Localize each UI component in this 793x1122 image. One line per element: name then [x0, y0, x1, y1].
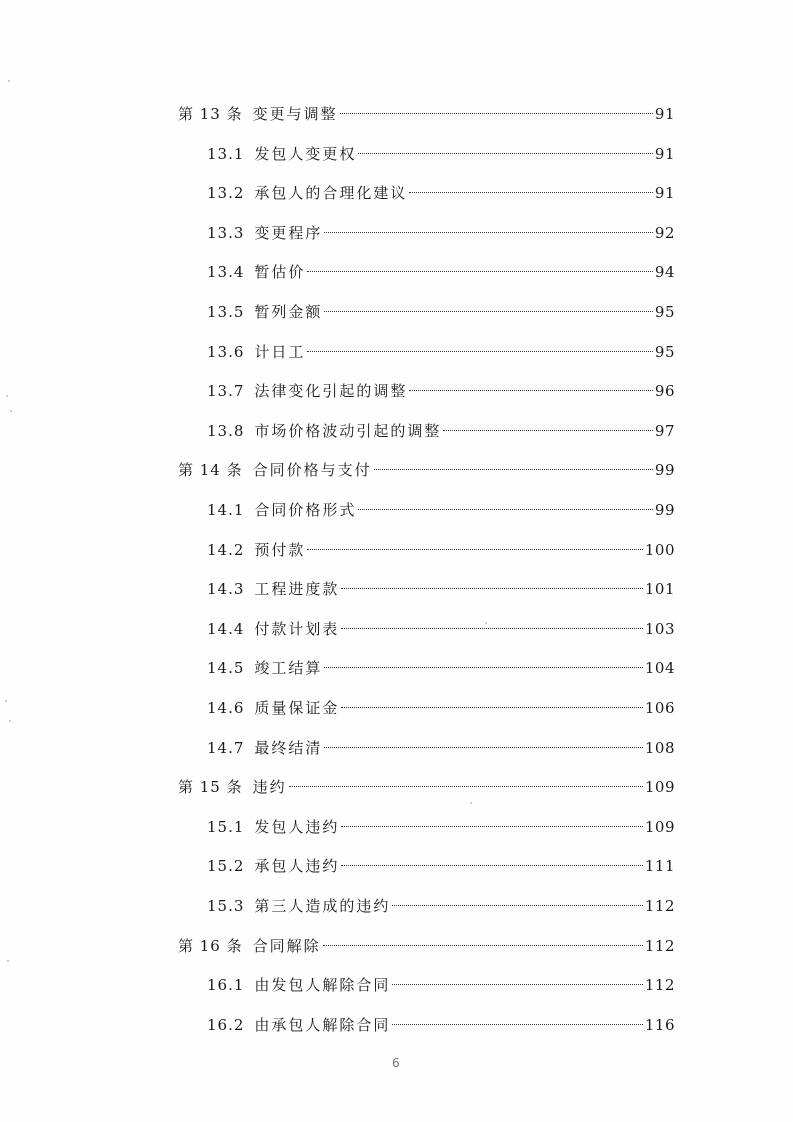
scan-speck	[10, 410, 12, 412]
scan-speck	[5, 700, 7, 702]
toc-entry-number: 13.3	[207, 223, 245, 242]
toc-entry-number: 第 14 条	[178, 461, 243, 480]
toc-dot-leader	[443, 430, 652, 431]
toc-section-entry[interactable]	[207, 736, 675, 760]
toc-section-entry[interactable]	[207, 142, 675, 166]
toc-entry-number: 13.7	[207, 382, 245, 401]
toc-dot-leader	[392, 984, 642, 985]
toc-section-entry[interactable]	[207, 1013, 675, 1037]
toc-entry-title: 付款计划表	[254, 619, 340, 638]
toc-entry-number: 16.1	[207, 976, 245, 995]
toc-entry-title: 预付款	[254, 540, 306, 559]
toc-entry-number: 14.4	[207, 619, 245, 638]
toc-dot-leader	[409, 390, 652, 391]
toc-entry-page: 91	[654, 184, 675, 203]
toc-entry-title: 变更与调整	[252, 105, 338, 123]
toc-entry-page: 94	[654, 263, 675, 282]
toc-dot-leader	[358, 509, 652, 510]
toc-entry-title: 合同解除	[252, 936, 321, 955]
toc-entry-page: 109	[644, 817, 675, 836]
toc-dot-leader	[341, 865, 642, 866]
toc-chapter-entry[interactable]	[178, 775, 675, 799]
scan-speck	[470, 802, 472, 804]
toc-entry-title: 由承包人解除合同	[254, 1015, 391, 1034]
toc-dot-leader	[324, 311, 652, 312]
toc-entry-title: 第三人造成的违约	[254, 897, 391, 915]
toc-dot-leader	[392, 1024, 642, 1025]
toc-dot-leader	[374, 469, 653, 470]
toc-chapter-entry[interactable]	[178, 934, 675, 958]
toc-chapter-entry[interactable]	[178, 102, 675, 126]
toc-entry-number: 13.2	[207, 184, 245, 203]
toc-section-entry[interactable]	[207, 617, 675, 641]
toc-entry-page: 111	[644, 857, 675, 876]
toc-entry-page: 91	[654, 144, 675, 163]
scan-speck	[485, 622, 487, 624]
toc-entry-number: 第 16 条	[178, 936, 243, 955]
toc-entry-number: 14.7	[207, 738, 245, 757]
toc-entry-page: 99	[654, 501, 675, 519]
toc-entry-number: 第 13 条	[178, 105, 243, 123]
toc-entry-number: 14.2	[207, 540, 245, 559]
toc-entry-title: 市场价格波动引起的调整	[254, 421, 442, 440]
toc-dot-leader	[341, 707, 642, 708]
toc-dot-leader	[340, 113, 653, 114]
toc-entry-page: 104	[644, 659, 675, 678]
toc-dot-leader	[323, 945, 643, 946]
toc-dot-leader	[324, 667, 642, 668]
toc-entry-number: 第 15 条	[178, 778, 243, 797]
toc-dot-leader	[409, 192, 652, 193]
toc-entry-page: 103	[644, 619, 675, 638]
toc-entry-page: 95	[654, 342, 675, 361]
toc-section-entry[interactable]	[207, 538, 675, 562]
toc-section-entry[interactable]	[207, 379, 675, 403]
toc-entry-number: 13.6	[207, 342, 245, 361]
toc-entry-title: 承包人的合理化建议	[254, 184, 408, 203]
toc-chapter-entry[interactable]	[178, 458, 675, 482]
toc-section-entry[interactable]	[207, 498, 675, 522]
toc-section-entry[interactable]	[207, 181, 675, 205]
toc-entry-number: 13.5	[207, 303, 245, 321]
toc-entry-title: 计日工	[254, 342, 306, 361]
toc-section-entry[interactable]	[207, 696, 675, 720]
toc-entry-title: 合同价格与支付	[252, 461, 372, 480]
toc-entry-number: 16.2	[207, 1015, 245, 1034]
toc-entry-title: 合同价格形式	[254, 501, 357, 519]
toc-dot-leader	[307, 271, 652, 272]
toc-entry-title: 暂列金额	[254, 303, 323, 321]
toc-dot-leader	[324, 232, 652, 233]
toc-entry-page: 97	[654, 421, 675, 440]
toc-entry-title: 工程进度款	[254, 580, 340, 599]
toc-section-entry[interactable]	[207, 260, 675, 284]
toc-entry-page: 112	[644, 897, 675, 915]
toc-section-entry[interactable]	[207, 577, 675, 601]
toc-entry-page: 106	[644, 699, 675, 717]
toc-entry-title: 违约	[252, 778, 287, 797]
toc-section-entry[interactable]	[207, 419, 675, 443]
toc-entry-page: 112	[644, 976, 675, 995]
toc-entry-title: 发包人违约	[254, 817, 340, 836]
toc-entry-page: 96	[654, 382, 675, 401]
toc-entry-title: 承包人违约	[254, 857, 340, 876]
toc-entry-number: 14.3	[207, 580, 245, 599]
toc-entry-number: 14.6	[207, 699, 245, 717]
toc-entry-page: 99	[654, 461, 675, 480]
toc-entry-title: 竣工结算	[254, 659, 323, 678]
scan-speck	[9, 720, 11, 722]
toc-entry-page: 95	[654, 303, 675, 321]
toc-entry-title: 暂估价	[254, 263, 306, 282]
toc-section-entry[interactable]	[207, 854, 675, 878]
toc-section-entry[interactable]	[207, 221, 675, 245]
toc-section-entry[interactable]	[207, 815, 675, 839]
toc-entry-page: 100	[644, 540, 675, 559]
toc-entry-title: 法律变化引起的调整	[254, 382, 408, 401]
toc-entry-title: 变更程序	[254, 223, 323, 242]
toc-entry-title: 由发包人解除合同	[254, 976, 391, 995]
scan-speck	[6, 395, 8, 397]
toc-entry-title: 发包人变更权	[254, 144, 357, 163]
toc-entry-number: 13.1	[207, 144, 245, 163]
toc-section-entry[interactable]	[207, 340, 675, 364]
scan-speck	[8, 80, 10, 82]
toc-section-entry[interactable]	[207, 973, 675, 997]
toc-entry-title: 质量保证金	[254, 699, 340, 717]
toc-entry-page: 108	[644, 738, 675, 757]
toc-dot-leader	[324, 747, 642, 748]
toc-dot-leader	[289, 786, 643, 787]
toc-entry-number: 15.3	[207, 897, 245, 915]
scan-speck	[7, 960, 9, 962]
toc-entry-title: 最终结清	[254, 738, 323, 757]
toc-dot-leader	[358, 153, 652, 154]
toc-entry-page: 109	[644, 778, 675, 797]
toc-entry-page: 112	[644, 936, 675, 955]
toc-dot-leader	[341, 826, 642, 827]
toc-entry-page: 92	[654, 223, 675, 242]
toc-dot-leader	[307, 549, 642, 550]
toc-entry-number: 15.2	[207, 857, 245, 876]
toc-entry-page: 91	[654, 105, 675, 123]
page-number: 6	[392, 1056, 400, 1070]
toc-dot-leader	[341, 588, 642, 589]
toc-entry-number: 13.4	[207, 263, 245, 282]
toc-section-entry[interactable]	[207, 894, 675, 918]
toc-entry-number: 14.1	[207, 501, 245, 519]
toc-entry-page: 116	[644, 1015, 675, 1034]
toc-section-entry[interactable]	[207, 300, 675, 324]
toc-entry-number: 14.5	[207, 659, 245, 678]
toc-dot-leader	[307, 351, 652, 352]
toc-dot-leader	[341, 628, 642, 629]
toc-entry-number: 13.8	[207, 421, 245, 440]
toc-entry-number: 15.1	[207, 817, 245, 836]
toc-section-entry[interactable]	[207, 656, 675, 680]
toc-entry-page: 101	[644, 580, 675, 599]
toc-dot-leader	[392, 905, 642, 906]
